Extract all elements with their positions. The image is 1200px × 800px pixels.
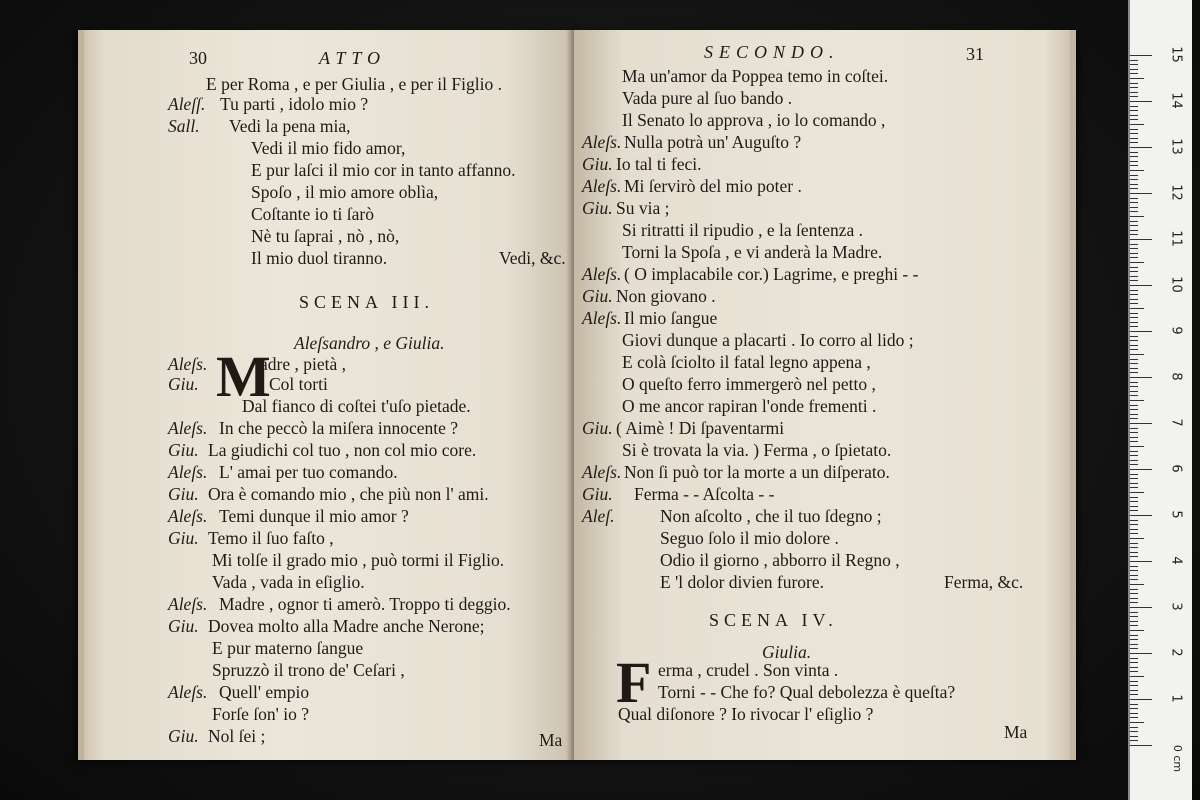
ruler-minor-tick [1130, 326, 1138, 327]
ruler-minor-tick [1130, 566, 1138, 567]
dialogue-line: Vada , vada in eſiglio. [212, 572, 365, 592]
ruler-minor-tick [1130, 161, 1138, 162]
ruler-minor-tick [1130, 225, 1138, 226]
speaker-label: Aleſs. [582, 308, 622, 328]
ruler-minor-tick [1130, 635, 1138, 636]
ruler-minor-tick [1130, 372, 1138, 373]
scene-characters: Giulia. [762, 642, 812, 662]
ruler-minor-tick [1130, 428, 1138, 429]
ruler-minor-tick [1130, 464, 1138, 465]
ruler-minor-tick [1130, 248, 1138, 249]
ruler-minor-tick [1130, 400, 1144, 401]
ruler-minor-tick [1130, 409, 1138, 410]
ruler-minor-tick [1130, 230, 1138, 231]
ruler-number: 4 [1168, 556, 1184, 565]
ruler-number: 9 [1168, 326, 1184, 335]
speaker-label: Giu. [582, 286, 613, 306]
ruler-minor-tick [1130, 303, 1138, 304]
ruler-minor-tick [1130, 267, 1138, 268]
refrain-cue: Vedi, &c. [499, 248, 566, 268]
ruler-major-tick [1130, 607, 1152, 608]
ruler-minor-tick [1130, 152, 1138, 153]
right-page-number: 31 [966, 44, 984, 64]
ruler-minor-tick [1130, 92, 1138, 93]
ruler-major-tick [1130, 469, 1152, 470]
dialogue-line: O me ancor rapiran l'onde frementi . [622, 396, 877, 416]
ruler-minor-tick [1130, 455, 1138, 456]
ruler-minor-tick [1130, 244, 1138, 245]
dialogue-line: Quell' empio [219, 682, 310, 702]
ruler-minor-tick [1130, 639, 1138, 640]
ruler-minor-tick [1130, 667, 1138, 668]
ruler-minor-tick [1130, 83, 1138, 84]
ruler-major-tick [1130, 699, 1152, 700]
verse-line: Il mio duol tiranno. [251, 248, 388, 268]
ruler-minor-tick [1130, 188, 1138, 189]
ruler-minor-tick [1130, 681, 1138, 682]
scene-heading: SCENA IV. [709, 610, 838, 630]
dialogue-line: Io tal ti feci. [616, 154, 702, 174]
ruler-minor-tick [1130, 202, 1138, 203]
dropcap-letter: F [616, 650, 652, 715]
ruler-minor-tick [1130, 198, 1138, 199]
dialogue-line: Col torti [269, 374, 328, 394]
ruler-minor-tick [1130, 294, 1138, 295]
ruler-minor-tick [1130, 552, 1138, 553]
ruler-minor-tick [1130, 216, 1144, 217]
speaker-label: Giu. [168, 440, 199, 460]
ruler-minor-tick [1130, 349, 1138, 350]
ruler-minor-tick [1130, 317, 1138, 318]
ruler-number: 2 [1168, 648, 1184, 657]
ruler-minor-tick [1130, 446, 1144, 447]
ruler-minor-tick [1130, 280, 1138, 281]
ruler-minor-tick [1130, 543, 1138, 544]
speaker-label: Aleſs. [582, 264, 622, 284]
ruler-minor-tick [1130, 704, 1138, 705]
ruler-minor-tick [1130, 262, 1144, 263]
catchword: Ma [539, 730, 563, 750]
ruler-minor-tick [1130, 221, 1138, 222]
ruler-minor-tick [1130, 478, 1138, 479]
dialogue-line: Odio il giorno , abborro il Regno , [660, 550, 900, 570]
dialogue-line: Si è trovata la via. ) Ferma , o ſpietato. [622, 440, 892, 460]
dialogue-line: Non aſcolto , che il tuo ſdegno ; [660, 506, 882, 526]
speaker-label: Giu. [168, 484, 199, 504]
ruler-minor-tick [1130, 133, 1138, 134]
speaker-label: Giu. [582, 418, 613, 438]
ruler-minor-tick [1130, 533, 1138, 534]
ruler-minor-tick [1130, 299, 1138, 300]
ruler-minor-tick [1130, 290, 1138, 291]
ruler-minor-tick [1130, 708, 1138, 709]
dialogue-line: adre , pietà , [260, 354, 346, 374]
ruler-major-tick [1130, 101, 1152, 102]
ruler-minor-tick [1130, 96, 1138, 97]
ruler-minor-tick [1130, 575, 1138, 576]
ruler-minor-tick [1130, 740, 1138, 741]
ruler-minor-tick [1130, 418, 1138, 419]
ruler-minor-tick [1130, 501, 1138, 502]
ruler-minor-tick [1130, 441, 1138, 442]
ruler-minor-tick [1130, 593, 1138, 594]
ruler-major-tick [1130, 285, 1152, 286]
speaker-label: Aleſs. [168, 682, 208, 702]
right-running-head: SECONDO. [704, 42, 840, 62]
ruler-major-tick [1130, 377, 1152, 378]
dialogue-line: Seguo ſolo il mio dolore . [660, 528, 839, 548]
ruler-minor-tick [1130, 547, 1138, 548]
ruler-minor-tick [1130, 520, 1138, 521]
ruler-minor-tick [1130, 570, 1138, 571]
dialogue-line: E colà ſciolto il fatal legno appena , [622, 352, 871, 372]
ruler-major-tick [1130, 331, 1152, 332]
ruler-minor-tick [1130, 368, 1138, 369]
right-page [574, 30, 1076, 760]
dialogue-line: Su via ; [616, 198, 670, 218]
speaker-label: Aleſs. [168, 354, 208, 374]
left-page [78, 30, 578, 760]
open-book [70, 22, 1080, 772]
ruler-number: 14 [1168, 92, 1184, 109]
ruler-minor-tick [1130, 175, 1138, 176]
dialogue-line: Nol ſei ; [208, 726, 266, 746]
ruler-minor-tick [1130, 142, 1138, 143]
ruler-number: 5 [1168, 510, 1184, 519]
ruler-minor-tick [1130, 340, 1138, 341]
speaker-label: Sall. [168, 116, 200, 136]
ruler-minor-tick [1130, 487, 1138, 488]
ruler-minor-tick [1130, 106, 1138, 107]
ruler-minor-tick [1130, 625, 1138, 626]
ruler-minor-tick [1130, 156, 1138, 157]
ruler-minor-tick [1130, 354, 1144, 355]
dialogue-line: Temi dunque il mio amor ? [219, 506, 409, 526]
ruler-minor-tick [1130, 510, 1138, 511]
ruler-minor-tick [1130, 391, 1138, 392]
refrain-cue: Ferma, &c. [944, 572, 1024, 592]
speaker-label: Giu. [168, 616, 199, 636]
ruler-minor-tick [1130, 253, 1138, 254]
ruler-minor-tick [1130, 584, 1144, 585]
ruler-minor-tick [1130, 731, 1138, 732]
ruler-minor-tick [1130, 78, 1144, 79]
ruler-minor-tick [1130, 363, 1138, 364]
ruler-minor-tick [1130, 671, 1138, 672]
ruler-minor-tick [1130, 211, 1138, 212]
dialogue-line: Dal fianco di coſtei t'uſo pietade. [242, 396, 471, 416]
ruler-minor-tick [1130, 276, 1138, 277]
verse-line: E pur laſci il mio cor in tanto affanno. [251, 160, 516, 180]
speaker-label: Giu. [582, 198, 613, 218]
ruler-major-tick [1130, 55, 1152, 56]
ruler-minor-tick [1130, 497, 1138, 498]
ruler-major-tick [1130, 193, 1152, 194]
ruler-minor-tick [1130, 460, 1138, 461]
ruler-minor-tick [1130, 60, 1138, 61]
verse-line: Spoſo , il mio amore oblìa, [251, 182, 439, 202]
speaker-label: Giu. [582, 154, 613, 174]
ruler-minor-tick [1130, 165, 1138, 166]
measuring-ruler [1128, 0, 1192, 800]
verse-line: Vedi la pena mia, [229, 116, 351, 136]
ruler-minor-tick [1130, 437, 1138, 438]
ruler-minor-tick [1130, 336, 1138, 337]
dialogue-line: Temo il ſuo faſto , [208, 528, 334, 548]
ruler-major-tick [1130, 653, 1152, 654]
ruler-minor-tick [1130, 271, 1138, 272]
ruler-minor-tick [1130, 727, 1138, 728]
closing-line: Torni - - Che fo? Qual debolezza è queſta? [658, 682, 956, 702]
ruler-minor-tick [1130, 179, 1138, 180]
speaker-label: Aleſs. [582, 176, 622, 196]
ruler-minor-tick [1130, 621, 1138, 622]
ruler-minor-tick [1130, 492, 1144, 493]
ruler-minor-tick [1130, 322, 1138, 323]
ruler-minor-tick [1130, 129, 1138, 130]
ruler-minor-tick [1130, 382, 1138, 383]
ruler-minor-tick [1130, 598, 1138, 599]
ruler-number: 6 [1168, 464, 1184, 473]
dialogue-line: Torni la Spoſa , e vi anderà la Madre. [622, 242, 883, 262]
speaker-label: Giu. [168, 528, 199, 548]
ruler-minor-tick [1130, 717, 1138, 718]
verse-line: Nè tu ſaprai , nò , nò, [251, 226, 400, 246]
ruler-minor-tick [1130, 73, 1138, 74]
ruler-number: 11 [1168, 230, 1184, 247]
ruler-minor-tick [1130, 64, 1138, 65]
scene-heading: SCENA III. [299, 292, 434, 312]
dialogue-line: Spruzzò il trono de' Ceſari , [212, 660, 405, 680]
dialogue-line: Giovi dunque a placarti . Io corro al lido ; [622, 330, 914, 350]
dialogue-line: ( Aimè ! Di ſpaventarmi [616, 418, 785, 438]
speaker-label: Giu. [582, 484, 613, 504]
ruler-minor-tick [1130, 395, 1138, 396]
ruler-minor-tick [1130, 556, 1138, 557]
ruler-number: 8 [1168, 372, 1184, 381]
ruler-minor-tick [1130, 115, 1138, 116]
ruler-major-tick [1130, 561, 1152, 562]
ruler-minor-tick [1130, 524, 1138, 525]
verse-line: Coſtante io ti ſarò [251, 204, 374, 224]
ruler-minor-tick [1130, 87, 1138, 88]
ruler-minor-tick [1130, 451, 1138, 452]
dialogue-line: O queſto ferro immergerò nel petto , [622, 374, 876, 394]
ruler-minor-tick [1130, 579, 1138, 580]
ruler-minor-tick [1130, 538, 1144, 539]
dialogue-line: Non ſi può tor la morte a un diſperato. [624, 462, 890, 482]
speaker-label: Aleſs. [168, 418, 208, 438]
speaker-label: Giu. [168, 726, 199, 746]
speaker-label: Aleſs. [168, 506, 208, 526]
ruler-minor-tick [1130, 648, 1138, 649]
ruler-minor-tick [1130, 405, 1138, 406]
ruler-unit-label: 0 cm [1171, 744, 1185, 773]
dropcap-letter: M [216, 344, 271, 409]
dialogue-line: Dovea molto alla Madre anche Nerone; [208, 616, 485, 636]
ruler-minor-tick [1130, 313, 1138, 314]
closing-line: Qual diſonore ? Io rivocar l' eſiglio ? [618, 704, 874, 724]
ruler-minor-tick [1130, 658, 1138, 659]
dialogue-line: Mi ſervirò del mio poter . [624, 176, 802, 196]
ruler-major-tick [1130, 147, 1152, 148]
dialogue-line: La giudichi col tuo , non col mio core. [208, 440, 477, 460]
dialogue-line: ( O implacabile cor.) Lagrime, e preghi - - [624, 264, 919, 284]
dialogue-line: Si ritratti il ripudio , e la ſentenza . [622, 220, 864, 240]
ruler-minor-tick [1130, 589, 1138, 590]
ruler-minor-tick [1130, 69, 1138, 70]
ruler-number: 10 [1168, 276, 1184, 293]
ruler-number: 15 [1168, 46, 1184, 63]
ruler-number: 7 [1168, 418, 1184, 427]
speaker-label: Aleſ. [582, 506, 615, 526]
ruler-minor-tick [1130, 685, 1138, 686]
scene-characters: Aleſsandro , e Giulia. [294, 333, 445, 353]
closing-line: erma , crudel . Son vinta . [658, 660, 839, 680]
ruler-major-tick [1130, 423, 1152, 424]
ruler-minor-tick [1130, 506, 1138, 507]
speaker-label: Aleſs. [582, 132, 622, 152]
dialogue-line: Il Senato lo approva , io lo comando , [622, 110, 886, 130]
dialogue-line: Non giovano . [616, 286, 716, 306]
ruler-minor-tick [1130, 234, 1138, 235]
ruler-minor-tick [1130, 345, 1138, 346]
ruler-minor-tick [1130, 386, 1138, 387]
dialogue-line: Forſe ſon' io ? [212, 704, 309, 724]
ruler-minor-tick [1130, 184, 1138, 185]
ruler-minor-tick [1130, 736, 1138, 737]
ruler-minor-tick [1130, 308, 1144, 309]
ruler-major-tick [1130, 239, 1152, 240]
speaker-label: Aleſs. [168, 594, 208, 614]
verse-line: E per Roma , e per Giulia , e per il Figlio . [206, 74, 502, 94]
ruler-minor-tick [1130, 474, 1138, 475]
ruler-minor-tick [1130, 529, 1138, 530]
ruler-minor-tick [1130, 170, 1144, 171]
ruler-minor-tick [1130, 722, 1144, 723]
ruler-minor-tick [1130, 644, 1138, 645]
ruler-number: 3 [1168, 602, 1184, 611]
dialogue-line: E pur materno ſangue [212, 638, 364, 658]
dialogue-line: Ora è comando mio , che più non l' ami. [208, 484, 489, 504]
ruler-minor-tick [1130, 602, 1138, 603]
speaker-label: Aleſs. [168, 462, 208, 482]
ruler-minor-tick [1130, 110, 1138, 111]
speaker-label: Giu. [168, 374, 199, 394]
dialogue-line: E 'l dolor divien furore. [660, 572, 825, 592]
ruler-minor-tick [1130, 694, 1138, 695]
left-page-number: 30 [189, 48, 207, 68]
ruler-minor-tick [1130, 207, 1138, 208]
dialogue-line: Ferma - - Aſcolta - - [634, 484, 775, 504]
ruler-number: 1 [1168, 694, 1184, 703]
speaker-label: Aleſs. [582, 462, 622, 482]
ruler-minor-tick [1130, 119, 1138, 120]
ruler-minor-tick [1130, 414, 1138, 415]
ruler-minor-tick [1130, 630, 1144, 631]
verse-line: Tu parti , idolo mio ? [220, 94, 369, 114]
dialogue-line: Nulla potrà un' Auguſto ? [624, 132, 802, 152]
ruler-minor-tick [1130, 257, 1138, 258]
ruler-minor-tick [1130, 359, 1138, 360]
dialogue-line: L' amai per tuo comando. [219, 462, 398, 482]
dialogue-line: Il mio ſangue [624, 308, 718, 328]
dialogue-line: Vada pure al ſuo bando . [622, 88, 793, 108]
ruler-minor-tick [1130, 483, 1138, 484]
ruler-number: 12 [1168, 184, 1184, 201]
ruler-minor-tick [1130, 612, 1138, 613]
ruler-minor-tick [1130, 662, 1138, 663]
ruler-minor-tick [1130, 616, 1138, 617]
speaker-label: Aleſſ. [168, 94, 206, 114]
dialogue-line: Ma un'amor da Poppea temo in coſtei. [622, 66, 889, 86]
ruler-minor-tick [1130, 138, 1138, 139]
ruler-minor-tick [1130, 690, 1138, 691]
ruler-major-tick [1130, 515, 1152, 516]
left-running-head: ATTO [319, 48, 387, 68]
dialogue-line: Mi tolſe il grado mio , può tormi il Figlio. [212, 550, 505, 570]
verse-line: Vedi il mio fido amor, [251, 138, 406, 158]
ruler-minor-tick [1130, 676, 1144, 677]
ruler-number: 13 [1168, 138, 1184, 155]
dialogue-line: Madre , ognor ti amerò. Troppo ti deggio. [219, 594, 511, 614]
ruler-minor-tick [1130, 124, 1144, 125]
ruler-minor-tick [1130, 432, 1138, 433]
catchword: Ma [1004, 722, 1028, 742]
ruler-minor-tick [1130, 713, 1138, 714]
dialogue-line: In che peccò la miſera innocente ? [219, 418, 459, 438]
ruler-major-tick [1130, 745, 1152, 746]
